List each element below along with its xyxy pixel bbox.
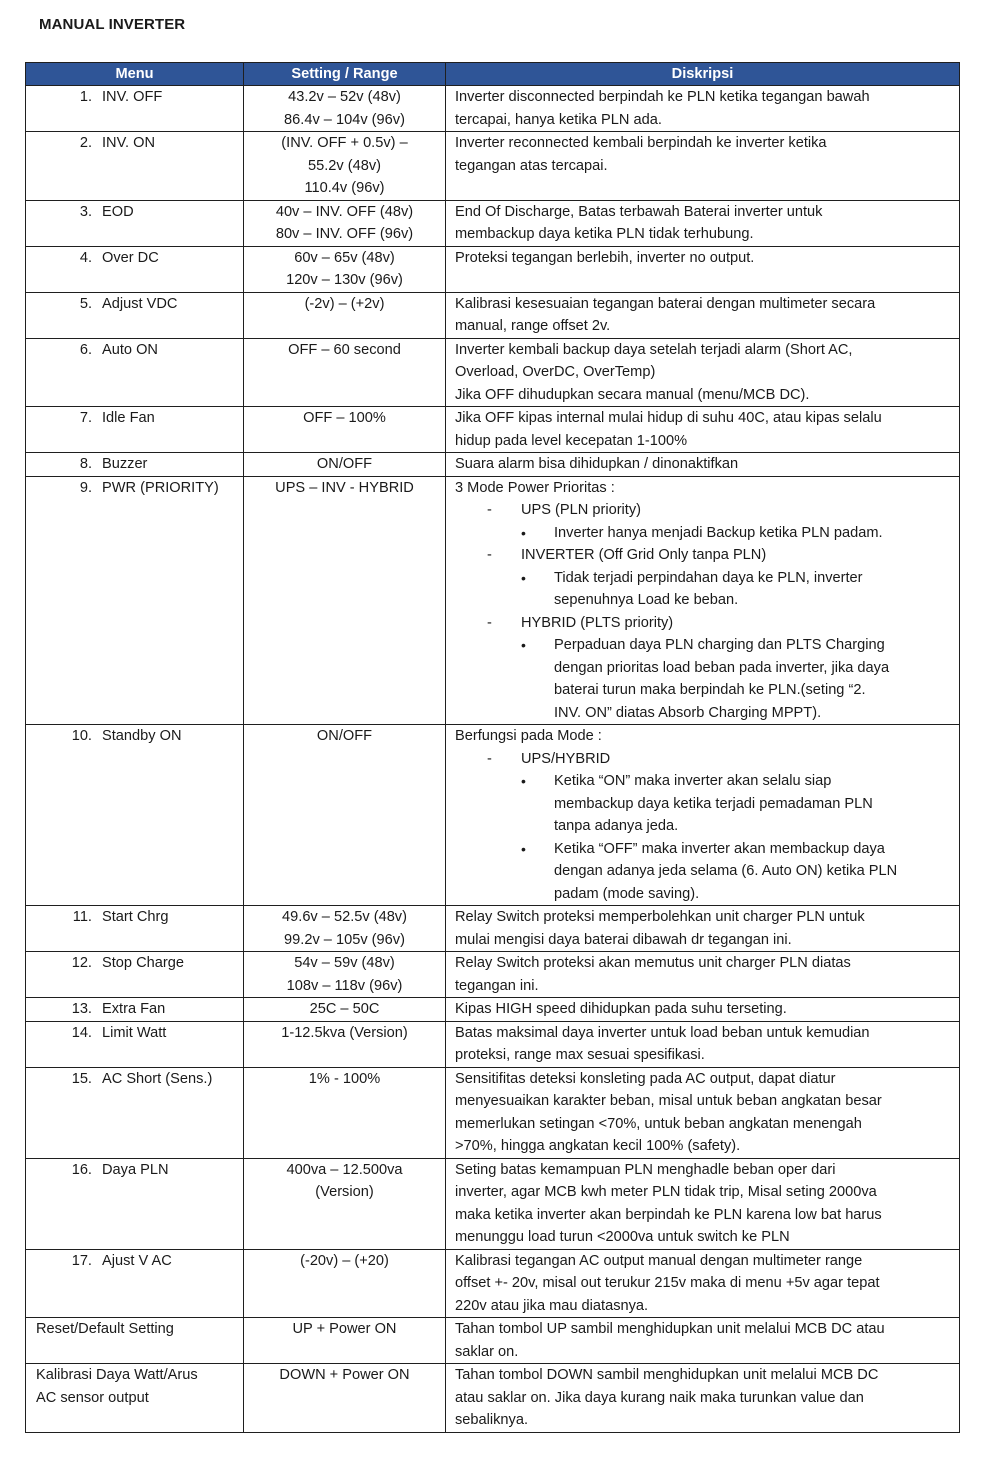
menu-cell <box>26 998 244 1022</box>
setting-cell <box>244 200 446 246</box>
bullet-line: sepenuhnya Load ke beban. <box>554 592 739 608</box>
menu-label: INV. OFF <box>102 89 163 105</box>
setting-cell <box>244 132 446 201</box>
menu-cell <box>26 200 244 246</box>
description-cell <box>446 292 960 338</box>
menu-cell <box>26 453 244 477</box>
description-line: offset +- 20v, misal out terukur 215v maka di menu +5v agar tepat <box>455 1275 880 1291</box>
table-row <box>26 407 960 453</box>
setting-value: 86.4v – 104v (96v) <box>284 111 405 128</box>
setting-value: ON/OFF <box>316 728 373 744</box>
menu-number: 4. <box>79 249 92 266</box>
menu-cell <box>26 86 244 132</box>
table-body <box>26 86 960 1433</box>
table-row <box>26 1364 960 1433</box>
bullet-line: baterai turun maka berpindah ke PLN.(seting “2. <box>554 682 866 698</box>
menu-label: Kalibrasi Daya Watt/Arus <box>36 1367 198 1383</box>
bullet-line: membackup daya ketika terjadi pemadaman PLN <box>554 795 873 812</box>
menu-cell <box>26 246 244 292</box>
table-row <box>26 998 960 1022</box>
description-line: Relay Switch proteksi memperbolehkan unit charger PLN untuk <box>455 909 865 925</box>
description-intro: Berfungsi pada Mode : <box>455 728 602 744</box>
table-row <box>26 246 960 292</box>
menu-number: 7. <box>79 410 92 426</box>
menu-number: 12. <box>71 955 92 971</box>
description-line: >70%, hingga angkatan kecil 100% (safety). <box>455 1138 741 1154</box>
mode-bullet <box>455 567 951 612</box>
description-line: Overload, OverDC, OverTemp) <box>455 364 656 380</box>
menu-cell <box>26 1158 244 1249</box>
setting-value: 40v – INV. OFF (48v) <box>275 203 414 220</box>
setting-value: 1-12.5kva (Version) <box>281 1024 408 1041</box>
setting-cell <box>244 1021 446 1067</box>
menu-cell <box>26 1318 244 1364</box>
description-line: Sensitifitas deteksi konsleting pada AC output, dapat diatur <box>455 1070 836 1087</box>
description-line: tegangan ini. <box>455 977 539 994</box>
setting-cell <box>244 453 446 477</box>
mode-item: - UPS/HYBRID <box>487 748 951 771</box>
menu-number: 15. <box>71 1070 92 1087</box>
description-line: Batas maksimal daya inverter untuk load beban untuk kemudian <box>455 1024 870 1041</box>
description-cell <box>446 1249 960 1318</box>
bullet-line: • Perpaduan daya PLN charging dan PLTS Charging <box>554 637 885 653</box>
menu-label: Extra Fan <box>102 1001 166 1017</box>
description-cell <box>446 453 960 477</box>
menu-number: 5. <box>79 295 92 312</box>
mode-bullet <box>455 838 951 906</box>
setting-cell <box>244 338 446 407</box>
setting-value: 25C – 50C <box>309 1001 380 1017</box>
description-line: Inverter reconnected kembali berpindah ke inverter ketika <box>455 135 827 151</box>
menu-label: Stop Charge <box>102 955 184 971</box>
setting-value: (Version) <box>315 1184 374 1200</box>
menu-cell <box>26 407 244 453</box>
menu-cell <box>26 476 244 725</box>
setting-value: 60v – 65v (48v) <box>294 249 395 266</box>
menu-number: 1. <box>79 89 92 105</box>
description-cell <box>446 906 960 952</box>
description-cell <box>446 200 960 246</box>
bullet-line: • Ketika “ON” maka inverter akan selalu siap <box>554 773 832 789</box>
description-line: 220v atau jika mau diatasnya. <box>455 1297 649 1314</box>
menu-number: 3. <box>79 203 92 220</box>
setting-cell <box>244 292 446 338</box>
description-line: Tahan tombol DOWN sambil menghidupkan unit melalui MCB DC <box>455 1367 879 1383</box>
setting-value: 49.6v – 52.5v (48v) <box>282 909 407 925</box>
menu-cell <box>26 132 244 201</box>
description-cell <box>446 246 960 292</box>
menu-label: Idle Fan <box>102 410 155 426</box>
table-row <box>26 1021 960 1067</box>
description-line: Proteksi tegangan berlebih, inverter no output. <box>455 249 755 266</box>
setting-value: 80v – INV. OFF (96v) <box>275 226 414 242</box>
menu-number: 10. <box>71 728 92 744</box>
setting-cell <box>244 725 446 906</box>
menu-label: AC sensor output <box>36 1389 149 1406</box>
menu-number: 11. <box>72 909 92 925</box>
setting-cell <box>244 407 446 453</box>
setting-value: 1% - 100% <box>308 1070 381 1087</box>
table-row <box>26 132 960 201</box>
menu-label: Reset/Default Setting <box>36 1321 174 1337</box>
setting-value: 43.2v – 52v (48v) <box>288 89 401 105</box>
description-line: Jika OFF kipas internal mulai hidup di suhu 40C, atau kipas selalu <box>455 410 882 426</box>
bullet-line: • Ketika “OFF” maka inverter akan membackup daya <box>554 840 885 857</box>
description-line: Kalibrasi kesesuaian tegangan baterai dengan multimeter secara <box>455 295 876 312</box>
setting-cell <box>244 476 446 725</box>
menu-number: 8. <box>79 456 92 472</box>
menu-number: 17. <box>71 1252 92 1269</box>
bullet-line: tanpa adanya jeda. <box>554 818 679 834</box>
setting-cell <box>244 86 446 132</box>
menu-label: Buzzer <box>102 456 148 472</box>
setting-value: UPS – INV - HYBRID <box>275 479 414 496</box>
description-cell <box>446 1021 960 1067</box>
menu-cell <box>26 1249 244 1318</box>
bullet-line: • Tidak terjadi perpindahan daya ke PLN, inverter <box>554 569 863 586</box>
description-line: manual, range offset 2v. <box>455 318 611 334</box>
description-cell <box>446 1158 960 1249</box>
table-row <box>26 1067 960 1158</box>
setting-value: UP + Power ON <box>292 1321 397 1337</box>
description-line: proteksi, range max sesuai spesifikasi. <box>455 1047 705 1063</box>
menu-number: 16. <box>71 1161 92 1178</box>
menu-number: 13. <box>71 1001 92 1017</box>
description-line: saklar on. <box>455 1343 519 1360</box>
description-line: maka ketika inverter akan berpindah ke PLN karena low bat harus <box>455 1206 882 1223</box>
header-menu: Menu <box>26 63 244 86</box>
setting-value: (-2v) – (+2v) <box>304 295 385 312</box>
description-line: Seting batas kemampuan PLN menghadle beban oper dari <box>455 1161 836 1178</box>
menu-cell <box>26 952 244 998</box>
setting-cell <box>244 1318 446 1364</box>
description-line: sebaliknya. <box>455 1412 529 1428</box>
mode-item: - HYBRID (PLTS priority) <box>487 612 951 635</box>
setting-value: OFF – 100% <box>303 410 386 426</box>
table-row <box>26 1249 960 1318</box>
setting-cell <box>244 998 446 1022</box>
mode-item: - INVERTER (Off Grid Only tanpa PLN) <box>487 544 951 567</box>
menu-cell <box>26 906 244 952</box>
description-cell <box>446 476 960 725</box>
bullet-line: padam (mode saving). <box>554 885 700 902</box>
setting-value: 400va – 12.500va <box>286 1161 403 1178</box>
menu-number: 6. <box>79 341 92 358</box>
description-line: atau saklar on. Jika daya kurang naik maka turunkan value dan <box>455 1389 864 1406</box>
menu-label: Auto ON <box>102 341 158 358</box>
mode-bullet <box>455 522 951 545</box>
setting-value: 55.2v (48v) <box>307 157 381 174</box>
description-line: Tahan tombol UP sambil menghidupkan unit melalui MCB DC atau <box>455 1321 885 1337</box>
menu-cell <box>26 1067 244 1158</box>
setting-value: OFF – 60 second <box>288 341 401 358</box>
table-row <box>26 906 960 952</box>
description-cell <box>446 1067 960 1158</box>
header-setting: Setting / Range <box>244 63 446 86</box>
description-cell <box>446 1318 960 1364</box>
description-cell <box>446 407 960 453</box>
menu-label: Over DC <box>102 249 159 266</box>
menu-label: AC Short (Sens.) <box>102 1070 213 1087</box>
description-line: menyesuaikan karakter beban, misal untuk beban angkatan besar <box>455 1093 882 1109</box>
description-cell <box>446 132 960 201</box>
setting-cell <box>244 1067 446 1158</box>
description-line: Kipas HIGH speed dihidupkan pada suhu terseting. <box>455 1001 787 1017</box>
description-line: inverter, agar MCB kwh meter PLN tidak trip, Misal seting 2000va <box>455 1184 877 1200</box>
table-row <box>26 292 960 338</box>
setting-value: 108v – 118v (96v) <box>286 977 403 994</box>
description-line: Suara alarm bisa dihidupkan / dinonaktifkan <box>455 456 739 472</box>
setting-value: 110.4v (96v) <box>304 180 385 196</box>
description-line: membackup daya ketika PLN tidak terhubung. <box>455 226 754 242</box>
description-line: tegangan atas tercapai. <box>455 157 608 174</box>
description-line: hidup pada level kecepatan 1-100% <box>455 432 688 449</box>
setting-cell <box>244 952 446 998</box>
description-cell <box>446 998 960 1022</box>
menu-label: Daya PLN <box>102 1161 169 1178</box>
table-row <box>26 338 960 407</box>
description-line: mulai mengisi daya baterai dibawah dr tegangan ini. <box>455 931 792 948</box>
bullet-line: dengan adanya jeda selama (6. Auto ON) ketika PLN <box>554 863 898 879</box>
description-line: tercapai, hanya ketika PLN ada. <box>455 111 662 128</box>
table-row <box>26 1318 960 1364</box>
setting-cell <box>244 906 446 952</box>
menu-cell <box>26 1021 244 1067</box>
bullet-line: INV. ON” diatas Absorb Charging MPPT). <box>554 704 822 721</box>
description-line: memerlukan setingan <70%, untuk beban angkatan menengah <box>455 1115 862 1132</box>
setting-cell <box>244 1364 446 1433</box>
menu-label: Standby ON <box>102 728 182 744</box>
menu-label: PWR (PRIORITY) <box>102 479 219 496</box>
header-description: Diskripsi <box>446 63 960 86</box>
table-row <box>26 86 960 132</box>
menu-label: Ajust V AC <box>102 1252 172 1269</box>
document-title: MANUAL INVERTER <box>39 16 186 33</box>
setting-cell <box>244 1158 446 1249</box>
menu-label: INV. ON <box>102 135 155 151</box>
bullet-line: • Inverter hanya menjadi Backup ketika PLN padam. <box>554 524 883 541</box>
menu-label: EOD <box>102 203 134 220</box>
mode-item: - UPS (PLN priority) <box>487 499 951 522</box>
setting-cell <box>244 1249 446 1318</box>
setting-value: (INV. OFF + 0.5v) – <box>281 135 408 151</box>
description-cell <box>446 725 960 906</box>
bullet-line: dengan prioritas load beban pada inverter, jika daya <box>554 659 890 676</box>
mode-bullet <box>455 634 951 724</box>
menu-cell <box>26 725 244 906</box>
menu-label: Start Chrg <box>102 909 169 925</box>
table-row <box>26 1158 960 1249</box>
description-line: Inverter kembali backup daya setelah terjadi alarm (Short AC, <box>455 341 853 358</box>
setting-value: 120v – 130v (96v) <box>286 272 403 288</box>
description-line: Relay Switch proteksi akan memutus unit charger PLN diatas <box>455 955 851 971</box>
menu-number: 9. <box>79 479 92 496</box>
mode-bullet <box>455 770 951 838</box>
description-cell <box>446 338 960 407</box>
setting-value: DOWN + Power ON <box>279 1367 410 1383</box>
table-row <box>26 200 960 246</box>
table-row <box>26 476 960 725</box>
description-cell <box>446 952 960 998</box>
description-line: Kalibrasi tegangan AC output manual dengan multimeter range <box>455 1252 863 1269</box>
menu-label: Limit Watt <box>102 1024 167 1041</box>
table-row <box>26 453 960 477</box>
description-line: Inverter disconnected berpindah ke PLN ketika tegangan bawah <box>455 89 870 105</box>
menu-number: 14. <box>71 1024 92 1041</box>
table-header-row <box>26 63 960 86</box>
description-cell <box>446 86 960 132</box>
description-line: Jika OFF dihudupkan secara manual (menu/MCB DC). <box>455 386 810 403</box>
setting-value: ON/OFF <box>316 456 373 472</box>
setting-cell <box>244 246 446 292</box>
table-row <box>26 952 960 998</box>
settings-table <box>25 62 960 1433</box>
menu-cell <box>26 1364 244 1433</box>
setting-value: 54v – 59v (48v) <box>294 955 395 971</box>
menu-number: 2. <box>79 135 92 151</box>
setting-value: (-20v) – (+20) <box>300 1252 389 1269</box>
menu-cell <box>26 292 244 338</box>
setting-value: 99.2v – 105v (96v) <box>284 931 405 948</box>
description-intro: 3 Mode Power Prioritas : <box>455 479 615 496</box>
description-line: menunggu load turun <2000va untuk switch ke PLN <box>455 1229 790 1245</box>
menu-cell <box>26 338 244 407</box>
description-cell <box>446 1364 960 1433</box>
table-row <box>26 725 960 906</box>
description-line: End Of Discharge, Batas terbawah Baterai inverter untuk <box>455 203 823 220</box>
menu-label: Adjust VDC <box>102 295 178 312</box>
